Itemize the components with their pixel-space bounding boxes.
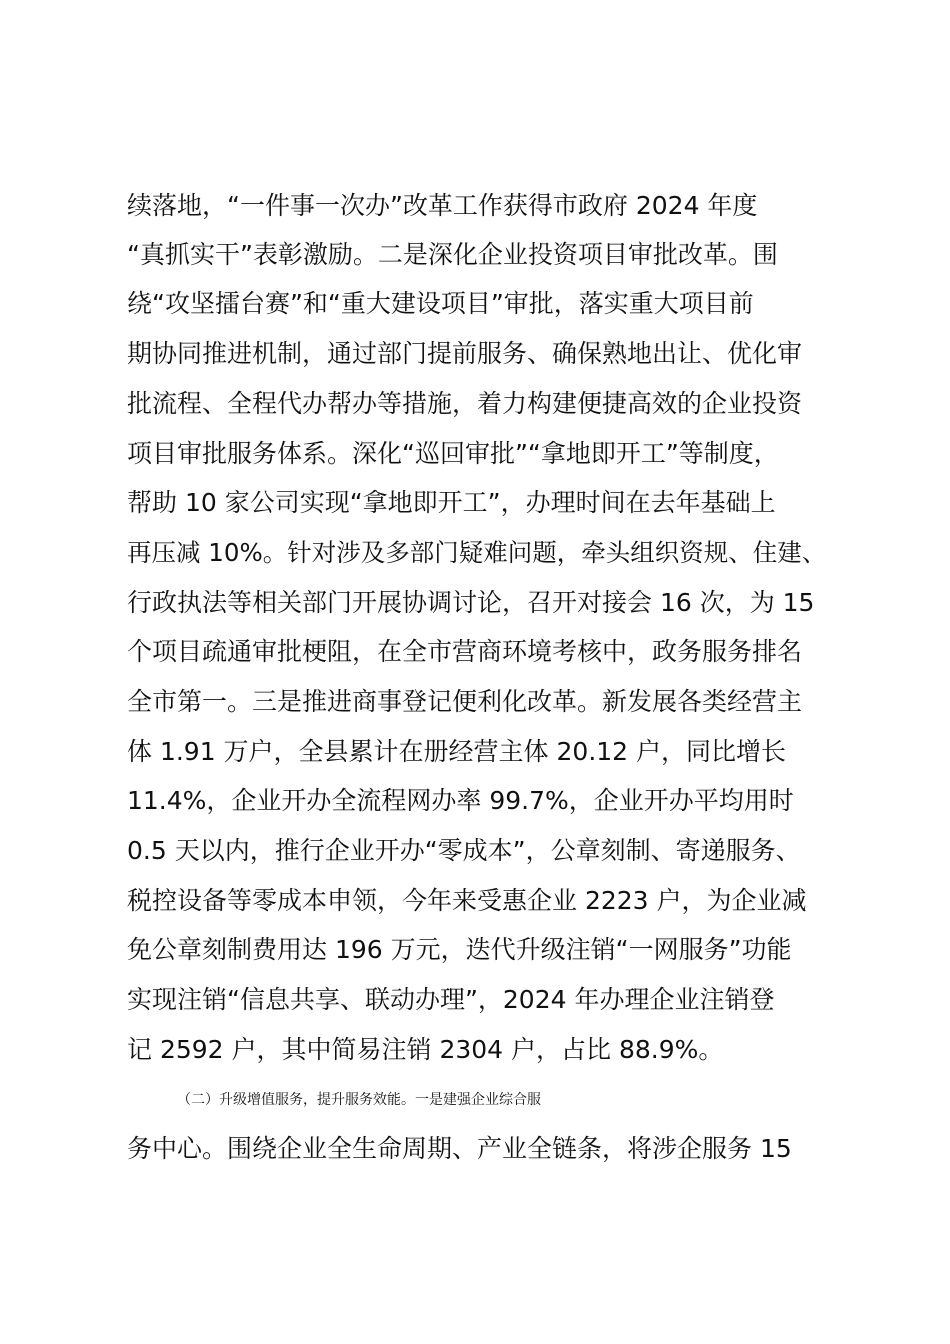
text-line: 全市第一。三是推进商事登记便利化改革。新发展各类经营主 [127,687,803,716]
paragraph-heading-line: （二）升级增值服务，提升服务效能。一是建强企业综合服 [177,1092,541,1108]
text-line: 续落地，“一件事一次办”改革工作获得市政府 2024 年度 [127,191,758,220]
text-line: 期协同推进机制，通过部门提前服务、确保熟地出让、优化审 [127,339,803,368]
text-line: 项目审批服务体系。深化“巡回审批”“拿地即开工”等制度， [127,439,779,468]
text-line: 行政执法等相关部门开展协调讨论，召开对接会 16 次，为 15 [127,588,815,617]
text-line: 税控设备等零成本申领，今年来受惠企业 2223 户，为企业减 [127,886,807,915]
text-line: 再压减 10%。针对涉及多部门疑难问题，牵头组织资规、住建、 [127,538,827,567]
text-line: 免公章刻制费用达 196 万元，迭代升级注销“一网服务”功能 [127,935,792,964]
text-line: “真抓实干”表彰激励。二是深化企业投资项目审批改革。围 [127,240,778,269]
text-line: 批流程、全程代办帮办等措施，着力构建便捷高效的企业投资 [127,389,803,418]
text-line: 个项目疏通审批梗阻，在全市营商环境考核中，政务服务排名 [127,637,803,666]
text-line: 绕“攻坚擂台赛”和“重大建设项目”审批，落实重大项目前 [127,289,754,318]
text-line: 体 1.91 万户，全县累计在册经营主体 20.12 户，同比增长 [127,737,787,766]
text-line: 实现注销“信息共享、联动办理”，2024 年办理企业注销登 [127,985,775,1014]
text-line: 帮助 10 家公司实现“拿地即开工”，办理时间在去年基础上 [127,488,776,517]
text-line: 11.4%，企业开办全流程网办率 99.7%，企业开办平均用时 [127,786,794,815]
text-line: 务中心。围绕企业全生命周期、产业全链条，将涉企服务 15 [127,1134,792,1163]
text-line: 记 2592 户，其中简易注销 2304 户，占比 88.9%。 [127,1035,724,1064]
text-line: 0.5 天以内，推行企业开办“零成本”，公章刻制、寄递服务、 [127,836,801,865]
